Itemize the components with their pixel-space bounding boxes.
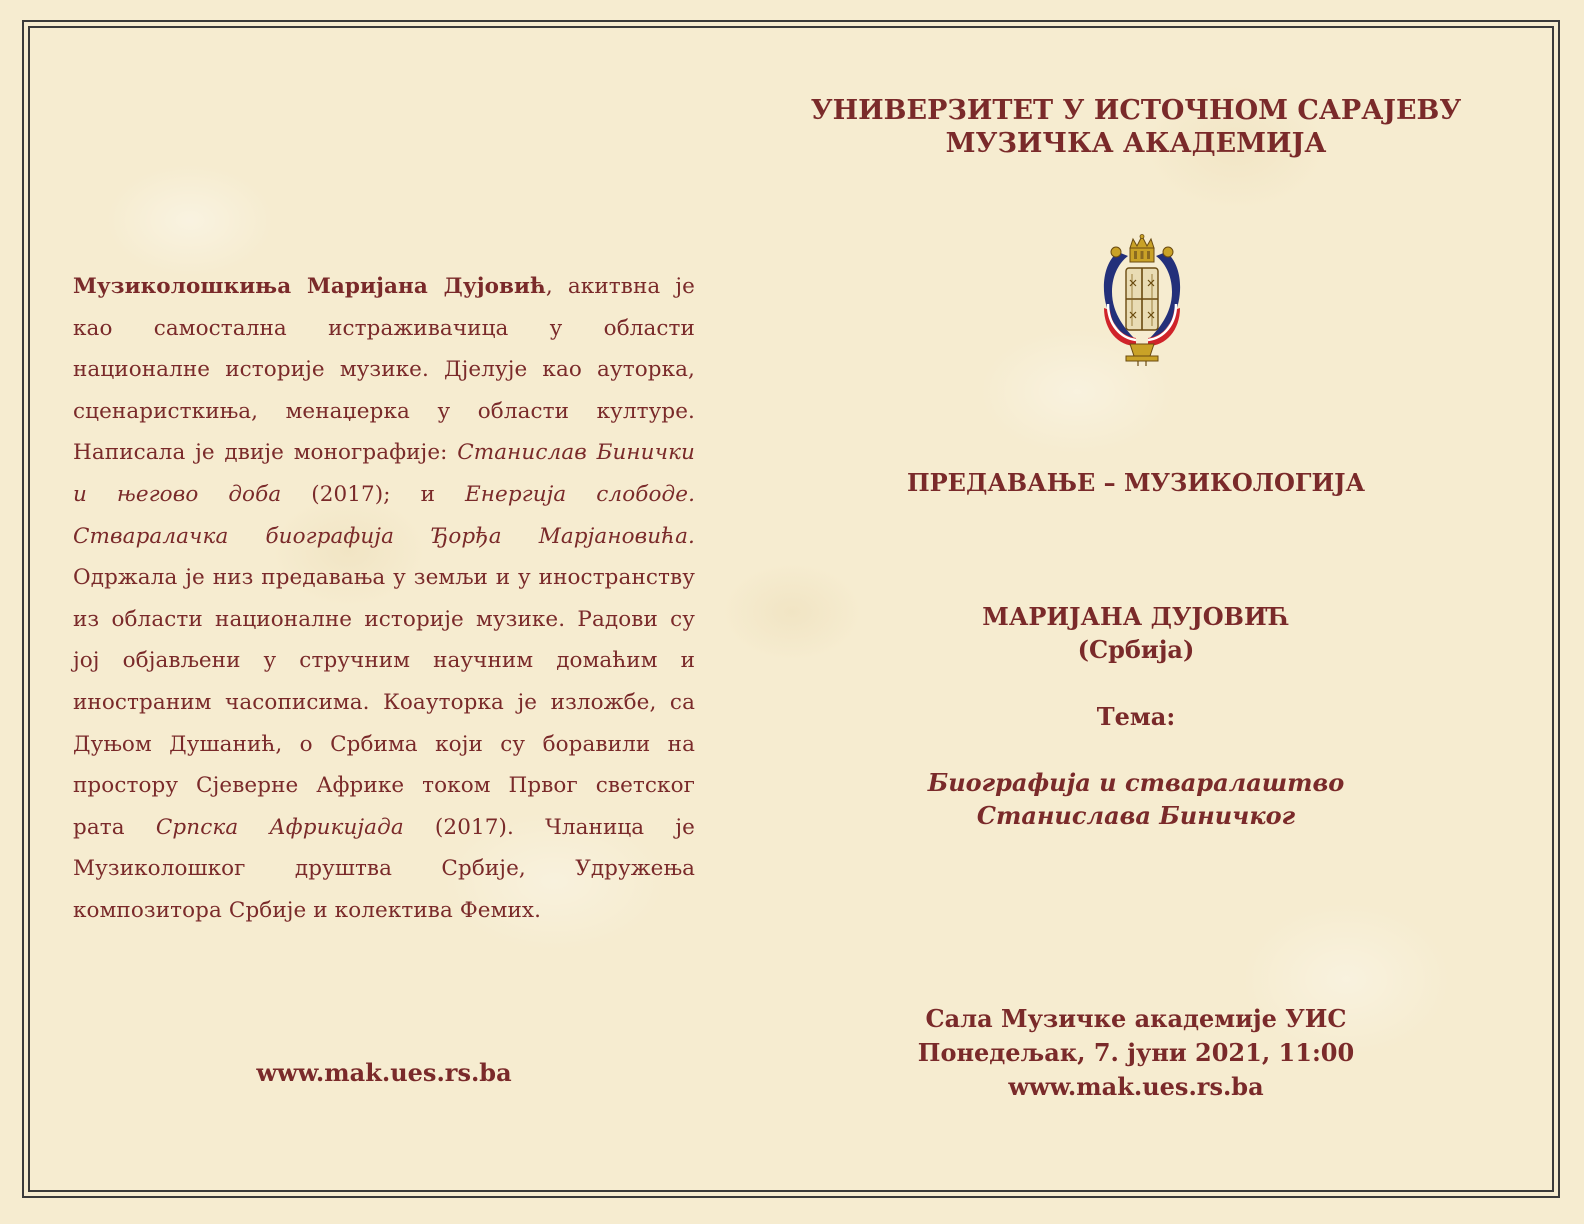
speaker-block	[800, 600, 1472, 666]
academy-name: МУЗИЧКА АКАДЕМИЈА	[945, 128, 1327, 159]
bio-text-4: (2017). Чланица је Музиколошког друштва Србије, Удружења композитора Србије и колектива Фемих.	[73, 814, 695, 923]
university-name: УНИВЕРЗИТЕТ У ИСТОЧНОМ САРАЈЕВУ	[810, 95, 1462, 126]
crown-icon	[1130, 235, 1154, 263]
left-website-link[interactable]: www.mak.ues.rs.ba	[256, 1058, 512, 1087]
topic-label: Тема:	[1096, 702, 1176, 731]
bio-book-title-2: Енергија слободе. Стваралачка биографија Ђорђа Марјановића.	[73, 481, 696, 549]
music-academy-lyre-crest-icon	[1096, 234, 1188, 370]
bio-speaker-name: Музиколошкиња Маријана Дујовић	[73, 274, 546, 299]
speaker-name: МАРИЈАНА ДУЈОВИЋ	[982, 602, 1290, 631]
venue-hall: Сала Музичке академије УИС	[925, 1004, 1347, 1033]
right-website-link[interactable]: www.mak.ues.rs.ba	[1008, 1072, 1264, 1101]
topic-title-line-2: Станислава Биничког	[976, 801, 1296, 830]
topic-title-line-1: Биографија и стваралаштво	[927, 768, 1345, 797]
biography-paragraph	[73, 266, 695, 932]
bio-text-3: Одржала је низ предавања у земљи и у иностранству из области националне историје музике. Радови су јој објављени у стручним научним домаћим и иностраним часописима. Коауторка је изложбе, са Дуњом Душанић, о Србима који су боравили на простору Сјеверне Африке током Првог светског рата	[73, 565, 695, 840]
speaker-country: (Србија)	[1077, 635, 1195, 664]
event-datetime: Понедељак, 7. јуни 2021, 11:00	[917, 1038, 1355, 1067]
topic-title	[800, 766, 1472, 832]
institution-header	[800, 94, 1472, 160]
bio-exhibition-title: Српска Африкијада	[155, 814, 404, 840]
venue-block	[800, 1002, 1472, 1104]
bio-text-1: , акитвна је као самостална истраживачица у области националне историје музике. Дјелује као ауторка, сценаристкиња, менаџерка у области културе. Написала је двије монографије:	[73, 274, 696, 466]
lecture-type-heading: ПРЕДАВАЊЕ – МУЗИКОЛОГИЈА	[906, 468, 1366, 497]
bio-text-2: (2017); и	[281, 481, 465, 507]
bio-book-title-1: Станислав Бинички и његово доба	[73, 440, 695, 507]
